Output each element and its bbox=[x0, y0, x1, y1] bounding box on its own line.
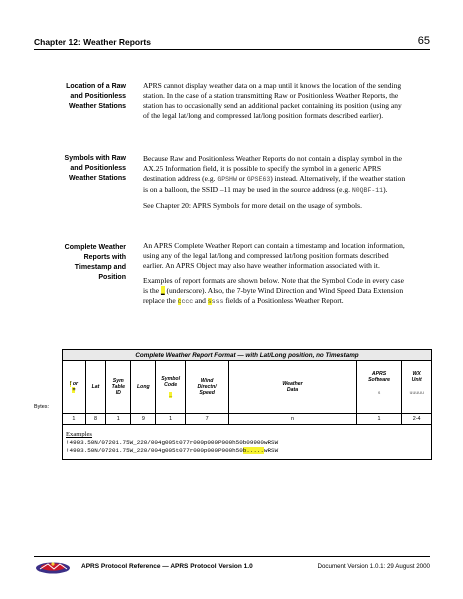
bytes-cell: n bbox=[229, 414, 357, 425]
code-callsign: N0QBF-11 bbox=[351, 187, 384, 194]
text-run: wRSW bbox=[263, 447, 279, 454]
paragraph bbox=[143, 154, 409, 196]
header-line: Weather bbox=[282, 380, 303, 387]
bytes-cell: 9 bbox=[131, 414, 156, 425]
bytes-cell: 7 bbox=[185, 414, 228, 425]
col-dti bbox=[63, 361, 86, 414]
dti-or: or bbox=[72, 380, 79, 387]
section-title-line: Complete Weather bbox=[64, 244, 126, 251]
header-divider bbox=[34, 49, 430, 50]
chapter-title: Chapter 12: Weather Reports bbox=[34, 37, 151, 47]
section-title-location bbox=[40, 82, 126, 112]
bytes-cell: 1 bbox=[156, 414, 186, 425]
section-body-symbols bbox=[143, 154, 409, 216]
paragraph bbox=[143, 276, 409, 307]
header-line: Code bbox=[164, 381, 178, 388]
section-title-line: Symbols with Raw bbox=[64, 155, 126, 162]
section-title-line: Reports with bbox=[83, 254, 126, 261]
footer-reference: APRS Protocol Reference — APRS Protocol Version 1.0 bbox=[81, 563, 253, 570]
col-software bbox=[356, 361, 402, 414]
paragraph: APRS cannot display weather data on a map until it knows the location of the sending station. In the case of a station transmitting Raw or Positionless Weather Reports, the station has to occasionally send an additional packet containing its position (using any of the legal lat/long and compressed lat/long position formats described earlier). bbox=[143, 81, 402, 120]
table-title: Complete Weather Report Format — with Lat/Long position, no Timestamp bbox=[63, 350, 432, 361]
header-line: ID bbox=[115, 390, 121, 397]
table-bytes-row bbox=[63, 414, 432, 425]
examples-heading: Examples bbox=[66, 431, 93, 438]
text-run: Because Raw and Positionless Weather Reports do not contain a display symbol in the AX.25 Information field, it is possible to specify the symbol in a generic APRS destination address (e.g. bbox=[143, 154, 403, 183]
report-format-table bbox=[62, 349, 432, 460]
example-line bbox=[66, 447, 428, 455]
page-number: 65 bbox=[417, 35, 430, 47]
section-title-complete bbox=[40, 243, 126, 283]
section-title-line: Weather Stations bbox=[68, 175, 126, 182]
format-table bbox=[62, 349, 432, 460]
dti-bang: ! bbox=[69, 380, 72, 387]
section-title-line: Location of a Raw bbox=[66, 83, 126, 90]
section-title-line: Position bbox=[98, 274, 126, 281]
examples-cell bbox=[63, 425, 432, 460]
code-gpshw: GPSHW bbox=[217, 176, 237, 183]
header-line: Wind bbox=[200, 377, 214, 384]
software-sub: s bbox=[377, 391, 381, 397]
col-symbol-code bbox=[156, 361, 186, 414]
code-gpse63: GPSE63 bbox=[246, 176, 271, 183]
highlight-barometer: b..... bbox=[242, 447, 264, 454]
header-line: Symbol bbox=[161, 375, 181, 382]
header-line: Speed bbox=[199, 390, 215, 397]
text-run: ) instead. Alternatively, if the weather station is on a balloon, the SSID –11 may be used in the source address (e.g. bbox=[143, 174, 406, 194]
header-line: WX bbox=[412, 371, 421, 377]
example-line: !4903.50N/07201.75W_220/004g005t077r000p000P000h50b09900wRSW bbox=[66, 439, 279, 446]
table-title-row bbox=[63, 350, 432, 361]
col-weather bbox=[229, 361, 357, 414]
highlight-s: s bbox=[207, 298, 212, 305]
col-sym-table bbox=[106, 361, 131, 414]
dti-equals: = bbox=[72, 387, 76, 393]
bytes-cell: 1 bbox=[106, 414, 131, 425]
bytes-cell: 8 bbox=[85, 414, 106, 425]
header-line: APRS bbox=[371, 371, 387, 377]
section-title-line: Weather Stations bbox=[68, 103, 126, 110]
header-line: Data bbox=[286, 387, 299, 393]
header-line: Directn/ bbox=[197, 383, 217, 390]
bytes-label: Bytes: bbox=[34, 404, 49, 410]
footer-version: Document Version 1.0.1: 29 August 2000 bbox=[317, 563, 430, 570]
header-line: Sym bbox=[112, 377, 124, 384]
section-title-symbols bbox=[40, 154, 126, 184]
highlight-underscore: _ bbox=[160, 286, 165, 295]
col-lat: Lat bbox=[85, 361, 106, 414]
bytes-cell: 2-4 bbox=[402, 414, 432, 425]
aprs-logo-icon bbox=[34, 560, 72, 574]
section-title-line: Timestamp and bbox=[74, 264, 126, 271]
table-header-row bbox=[63, 361, 432, 414]
header-line: Software bbox=[368, 377, 391, 384]
highlight-c: c bbox=[177, 298, 182, 305]
section-title-line: and Positionless bbox=[70, 165, 126, 172]
text-run: !4903.50N/07201.75W_220/004g005t077r000p000P000h50 bbox=[66, 447, 243, 454]
col-wx-unit bbox=[402, 361, 432, 414]
code-ccc: ccc bbox=[181, 298, 194, 305]
section-title-line: and Positionless bbox=[70, 93, 126, 100]
paragraph: See Chapter 20: APRS Symbols for more detail on the usage of symbols. bbox=[143, 201, 362, 210]
header-line: Unit bbox=[411, 377, 422, 384]
wx-unit-sub: uuuuu bbox=[409, 391, 424, 397]
section-body-complete bbox=[143, 241, 409, 312]
col-wind bbox=[185, 361, 228, 414]
text-run: and bbox=[193, 296, 208, 305]
header-line: Table bbox=[111, 383, 125, 390]
table-examples-row bbox=[63, 425, 432, 460]
bytes-cell: 1 bbox=[63, 414, 86, 425]
col-long: Long bbox=[131, 361, 156, 414]
text-run: Examples of report formats are shown below. Note that the Symbol Code in every case is the bbox=[143, 276, 404, 295]
aprs-logo-graphic bbox=[34, 560, 72, 574]
symbol-code-value: _ bbox=[169, 392, 173, 399]
text-run: ). bbox=[383, 185, 388, 194]
section-body-location bbox=[143, 81, 409, 126]
footer-divider bbox=[34, 556, 430, 557]
text-run: or bbox=[236, 174, 247, 183]
bytes-cell: 1 bbox=[356, 414, 402, 425]
paragraph: An APRS Complete Weather Report can contain a timestamp and location information, using any of the legal lat/long and compressed lat/long position formats described earlier. An APRS Object may also have weather information associated with it. bbox=[143, 241, 405, 270]
text-run: fields of a Positionless Weather Report. bbox=[223, 296, 344, 305]
code-sss: sss bbox=[211, 298, 224, 305]
text-run: (underscore). Also, the 7-byte Wind Direction and Wind Speed Data Extension replace the bbox=[143, 286, 404, 305]
